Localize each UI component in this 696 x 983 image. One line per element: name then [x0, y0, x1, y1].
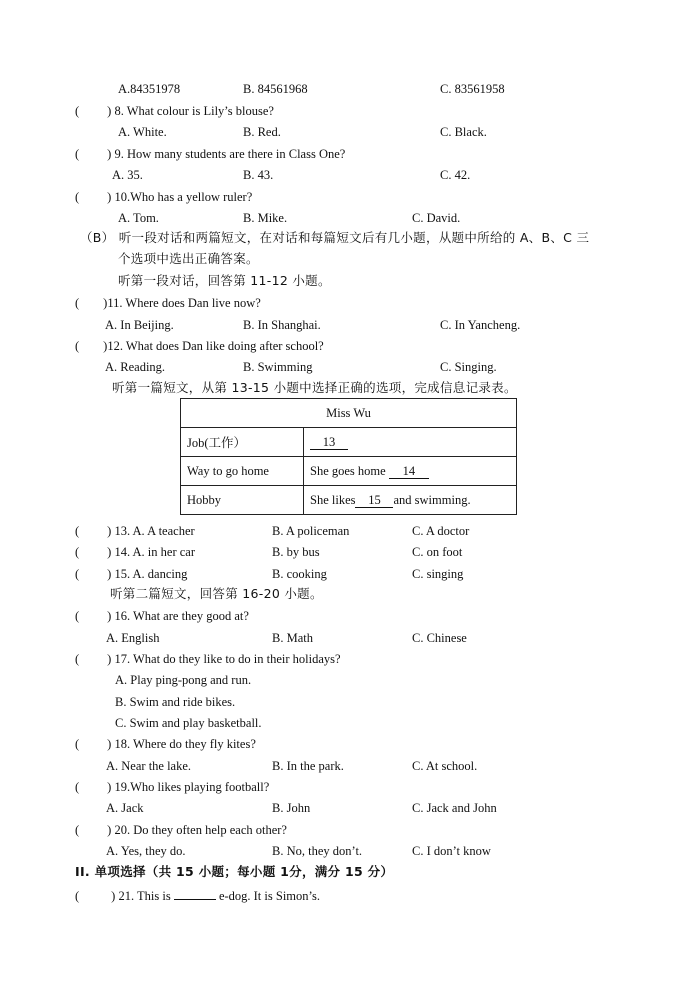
answer-paren-open: (: [75, 296, 80, 310]
answer-paren-open: (: [75, 609, 80, 623]
q13-row: [75, 523, 195, 539]
q16-option-a: A. English: [106, 631, 160, 645]
answer-paren-close: ): [107, 652, 112, 666]
q19-option-a: A. Jack: [106, 801, 144, 815]
q19-option-c: C. Jack and John: [412, 801, 497, 815]
q9-row: [75, 146, 345, 162]
table-value-suffix: and swimming.: [393, 492, 471, 507]
answer-paren-close: ): [103, 296, 108, 310]
answer-paren-close: ): [107, 823, 112, 837]
q19-option-b: B. John: [272, 801, 311, 815]
q9-stem: 9. How many students are there in Class One?: [114, 147, 346, 161]
q8-stem: 8. What colour is Lily’s blouse?: [114, 104, 274, 118]
q12-stem: 12. What does Dan like doing after school?: [107, 339, 324, 353]
q8-option-c: C. Black.: [440, 125, 487, 139]
table-row: [181, 486, 517, 515]
answer-paren-open: (: [75, 545, 80, 559]
info-record-table: [180, 398, 517, 515]
answer-paren-close: ): [107, 104, 112, 118]
q21-stem-prefix: 21. This is: [118, 889, 174, 903]
answer-paren-close: ): [111, 889, 116, 903]
q12-row: [75, 338, 324, 354]
q13-option-b: B. A policeman: [272, 524, 350, 538]
section-b-instruction-cont: 个选项中选出正确答案。: [118, 251, 259, 266]
answer-paren-open: (: [75, 567, 80, 581]
q14-row: [75, 544, 195, 560]
blank-13: 13: [310, 436, 348, 450]
answer-paren-open: (: [75, 339, 80, 353]
q16-stem: 16. What are they good at?: [114, 609, 249, 623]
q19-row: [75, 779, 269, 795]
q15-option-c: C. singing: [412, 567, 464, 581]
q10-option-c: C. David.: [412, 211, 461, 225]
table-value-prefix: She likes: [310, 492, 356, 507]
q17-row: [75, 651, 341, 667]
q16-option-c: C. Chinese: [412, 631, 467, 645]
table-title: Miss Wu: [181, 399, 517, 428]
q9-option-c: C. 42.: [440, 168, 471, 182]
table-title-row: [181, 399, 517, 428]
answer-paren-open: (: [75, 889, 80, 903]
passage2-intro: 听第二篇短文，回答第 16-20 小题。: [110, 586, 323, 601]
answer-paren-close: ): [107, 737, 112, 751]
answer-paren-close: ): [107, 147, 112, 161]
q14-stem: 14. A. in her car: [114, 545, 195, 559]
table-label-hobby: Hobby: [181, 486, 304, 515]
q19-stem: 19.Who likes playing football?: [114, 780, 270, 794]
q12-option-b: B. Swimming: [243, 360, 313, 374]
q18-option-a: A. Near the lake.: [106, 759, 192, 773]
q7-option-a: A.84351978: [118, 82, 181, 96]
answer-paren-close: ): [107, 190, 112, 204]
q15-stem: 15. A. dancing: [114, 567, 188, 581]
answer-paren-close: ): [107, 524, 112, 538]
table-value-hobby: [304, 486, 517, 515]
answer-paren-open: (: [75, 823, 80, 837]
q18-option-c: C. At school.: [412, 759, 478, 773]
q9-option-b: B. 43.: [243, 168, 274, 182]
q17-option-c: C. Swim and play basketball.: [115, 716, 262, 730]
answer-paren-close: ): [107, 567, 112, 581]
q14-option-c: C. on foot: [412, 545, 463, 559]
q7-option-c: C. 83561958: [440, 82, 505, 96]
q10-stem: 10.Who has a yellow ruler?: [114, 190, 253, 204]
q15-row: [75, 566, 187, 582]
q11-option-c: C. In Yancheng.: [440, 318, 521, 332]
q20-option-c: C. I don’t know: [412, 844, 491, 858]
table-row: [181, 428, 517, 457]
q21-blank: [174, 899, 216, 900]
answer-paren-open: (: [75, 524, 80, 538]
q17-stem: 17. What do they like to do in their holidays?: [114, 652, 341, 666]
answer-paren-close: ): [103, 339, 108, 353]
q21-row: [75, 888, 320, 904]
blank-15: 15: [355, 494, 393, 508]
q20-option-b: B. No, they don’t.: [272, 844, 363, 858]
q18-stem: 18. Where do they fly kites?: [114, 737, 256, 751]
answer-paren-open: (: [75, 652, 80, 666]
answer-paren-close: ): [107, 780, 112, 794]
q18-row: [75, 736, 256, 752]
q18-option-b: B. In the park.: [272, 759, 344, 773]
table-value-job: [304, 428, 517, 457]
q17-option-b: B. Swim and ride bikes.: [115, 695, 236, 709]
answer-paren-close: ): [107, 545, 112, 559]
q15-option-b: B. cooking: [272, 567, 327, 581]
q17-option-a: A. Play ping-pong and run.: [115, 673, 252, 687]
blank-14: 14: [389, 465, 429, 479]
q13-stem: 13. A. A teacher: [114, 524, 195, 538]
passage1-intro: 听第一篇短文，从第 13-15 小题中选择正确的选项，完成信息记录表。: [112, 380, 517, 395]
section-ii-heading: II. 单项选择（共 15 小题；每小题 1分，满分 15 分）: [75, 864, 394, 879]
table-row: [181, 457, 517, 486]
q12-option-c: C. Singing.: [440, 360, 497, 374]
q20-stem: 20. Do they often help each other?: [114, 823, 287, 837]
q20-option-a: A. Yes, they do.: [106, 844, 186, 858]
q8-option-a: A. White.: [118, 125, 167, 139]
section-b-instruction: （B） 听一段对话和两篇短文，在对话和每篇短文后有几小题，从题中所给的 A、B、C 三: [80, 230, 590, 245]
q13-option-c: C. A doctor: [412, 524, 470, 538]
q11-row: [75, 295, 261, 311]
q16-option-b: B. Math: [272, 631, 313, 645]
q11-stem: 11. Where does Dan live now?: [107, 296, 261, 310]
answer-paren-open: (: [75, 104, 80, 118]
q12-option-a: A. Reading.: [105, 360, 166, 374]
q11-option-b: B. In Shanghai.: [243, 318, 321, 332]
q14-option-b: B. by bus: [272, 545, 320, 559]
q8-option-b: B. Red.: [243, 125, 281, 139]
table-label-way-home: Way to go home: [181, 457, 304, 486]
q9-option-a: A. 35.: [112, 168, 143, 182]
q8-row: [75, 103, 274, 119]
q16-row: [75, 608, 249, 624]
table-value-way-home: [304, 457, 517, 486]
q11-option-a: A. In Beijing.: [105, 318, 174, 332]
answer-paren-open: (: [75, 780, 80, 794]
answer-paren-open: (: [75, 147, 80, 161]
table-label-job: Job(工作）: [181, 428, 304, 457]
q7-option-b: B. 84561968: [243, 82, 308, 96]
q10-option-b: B. Mike.: [243, 211, 288, 225]
table-value-prefix: She goes home: [310, 463, 389, 478]
answer-paren-open: (: [75, 737, 80, 751]
q21-stem-suffix: e-dog. It is Simon’s.: [215, 889, 320, 903]
q10-option-a: A. Tom.: [118, 211, 159, 225]
answer-paren-close: ): [107, 609, 112, 623]
q20-row: [75, 822, 287, 838]
q10-row: [75, 189, 252, 205]
answer-paren-open: (: [75, 190, 80, 204]
dialog-intro: 听第一段对话，回答第 11-12 小题。: [118, 273, 331, 288]
